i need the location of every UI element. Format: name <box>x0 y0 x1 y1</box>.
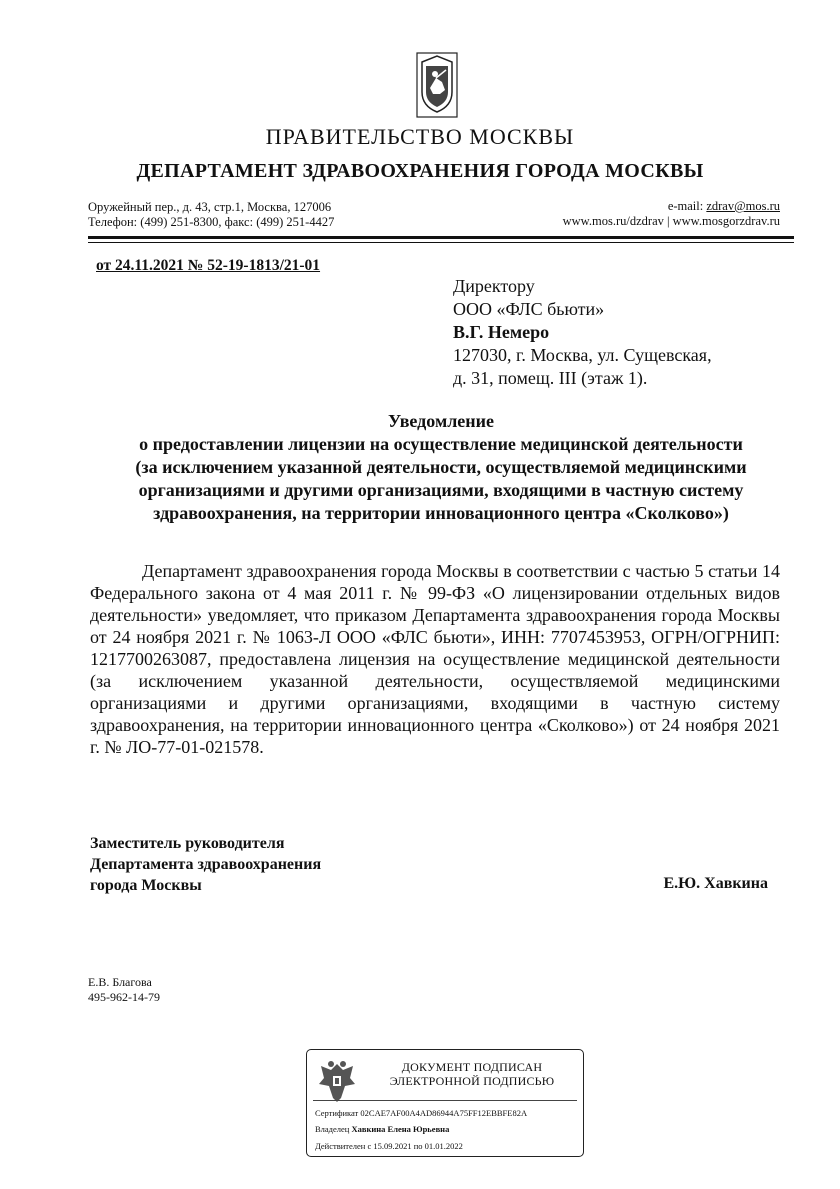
stamp-title <box>367 1060 577 1088</box>
certificate-number: 02CAE7AF00A4AD86944A75FF12EBBFE82A <box>360 1108 528 1118</box>
email-label: e-mail: <box>667 199 707 213</box>
executor-block <box>88 975 160 1005</box>
executor-name: Е.В. Благова <box>88 975 152 989</box>
notice-title: Уведомление <box>387 411 495 431</box>
addressee-company: ООО «ФЛС бьюти» <box>453 299 605 319</box>
addressee-position: Директору <box>453 276 535 296</box>
government-title: ПРАВИТЕЛЬСТВО МОСКВЫ <box>265 124 575 149</box>
phone-fax-line: Телефон: (499) 251-8300, факс: (499) 251-4427 <box>88 215 335 229</box>
owner-name: Хавкина Елена Юрьевна <box>351 1124 450 1134</box>
address-line: Оружейный пер., д. 43, стр.1, Москва, 127006 <box>88 200 332 214</box>
notice-heading <box>88 410 794 525</box>
stamp-title-line: ДОКУМЕНТ ПОДПИСАН <box>401 1060 543 1074</box>
addressee-address-cont: д. 31, помещ. III (этаж 1). <box>453 368 648 388</box>
department-online-contacts <box>563 199 780 229</box>
notice-subject-line: организациями и другими организациями, входящими в частную систему <box>138 480 744 500</box>
notice-subject-line: о предоставлении лицензии на осуществление медицинской деятельности <box>139 434 743 454</box>
websites-line[interactable]: www.mos.ru/dzdrav | www.mosgorzdrav.ru <box>562 214 780 228</box>
notice-subject-line: здравоохранения, на территории инновационного центра «Сколково») <box>153 503 729 523</box>
position-line: Департамента здравоохранения <box>90 856 322 873</box>
notice-subject-line: (за исключением указанной деятельности, осуществляемой медицинскими <box>135 457 747 477</box>
moscow-coat-of-arms-icon <box>416 52 458 118</box>
addressee-block <box>453 275 712 390</box>
addressee-name: В.Г. Немеро <box>453 322 550 342</box>
electronic-signature-stamp <box>306 1049 584 1157</box>
signatory-name: Е.Ю. Хавкина <box>663 875 768 892</box>
position-line: Заместитель руководителя <box>90 835 285 852</box>
certificate-line <box>315 1108 527 1118</box>
body-paragraph: Департамент здравоохранения города Москвы в соответствии с частью 5 статьи 14 Федерального закона от 4 мая 2011 г. № 99-ФЗ «О лицензировании отдельных видов деятельности» уведомляет, что приказом Департамента здравоохранения города Москвы от 24 ноября 2021 г. № 1063-Л ООО «ФЛС бьюти», ИНН: 7707453953, ОГРН/ОГРНИП: 1217700263087, предоставлена лицензия на осуществление медицинской деятельности (за исключением указанной деятельности, осуществляемой медицинскими организациями и другими организациями, входящими в частную систему здравоохранения, на территории инновационного центра «Сколково») от 24 ноября 2021 г. № ЛО-77-01-021578. <box>90 561 780 757</box>
owner-label: Владелец <box>315 1124 352 1134</box>
certificate-label: Сертификат <box>315 1108 361 1118</box>
header-rule-thin <box>88 242 794 243</box>
validity-line: Действителен с 15.09.2021 по 01.01.2022 <box>315 1141 463 1151</box>
executor-phone: 495-962-14-79 <box>88 990 160 1004</box>
notice-body <box>90 560 780 758</box>
department-address <box>88 200 334 230</box>
stamp-title-line: ЭЛЕКТРОННОЙ ПОДПИСЬЮ <box>389 1074 555 1088</box>
document-reference: от 24.11.2021 № 52-19-1813/21-01 <box>96 257 321 274</box>
header-rule-thick <box>88 236 794 239</box>
russian-eagle-icon <box>317 1058 357 1104</box>
stamp-divider <box>313 1100 577 1101</box>
addressee-address: 127030, г. Москва, ул. Сущевская, <box>453 345 712 365</box>
department-title: ДЕПАРТАМЕНТ ЗДРАВООХРАНЕНИЯ ГОРОДА МОСКВЫ <box>136 160 704 182</box>
email-link[interactable]: zdrav@mos.ru <box>706 199 780 213</box>
owner-line <box>315 1124 449 1134</box>
position-line: города Москвы <box>90 877 202 894</box>
signatory-position <box>90 833 321 896</box>
